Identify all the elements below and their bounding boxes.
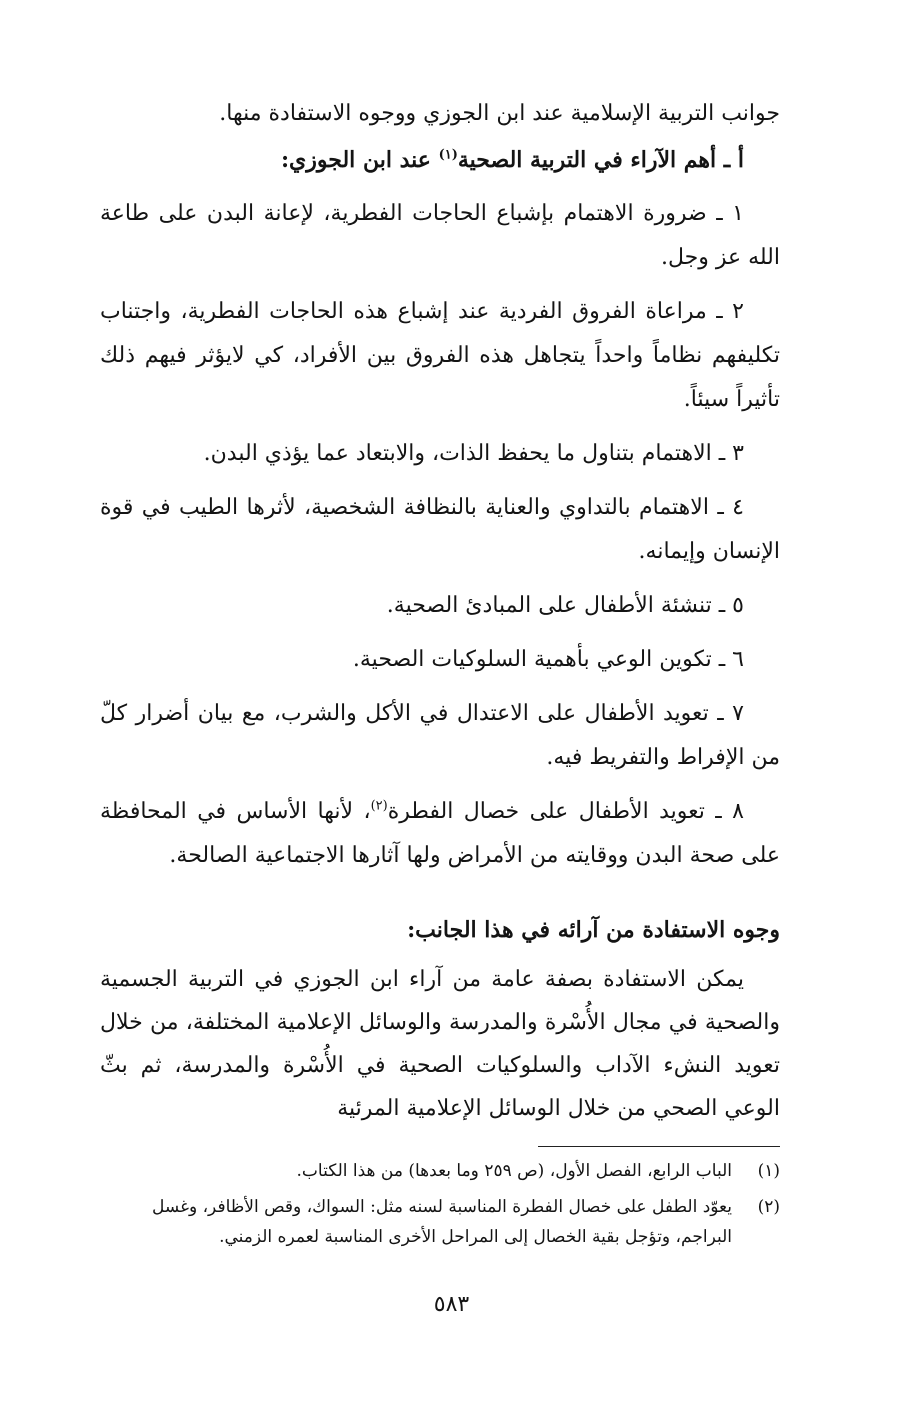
list-item-1: ١ ـ ضرورة الاهتمام بإشباع الحاجات الفطرية، لإعانة البدن على طاعة الله عز وجل.: [100, 201, 780, 270]
footnote-ref-2[interactable]: (٢): [370, 798, 388, 814]
page-number: ٥٨٣: [433, 1292, 470, 1317]
benefit-paragraph: يمكن الاستفادة بصفة عامة من آراء ابن الجوزي في التربية الجسمية والصحية في مجال الأُسْرة والمدرسة والوسائل الإعلامية المختلفة، من خلال تعويد النشء الآداب والسلوكيات الصحية في الأُسْرة والمدرسة، ثم بثّ الوعي الصحي من خلال الوسائل الإعلامية المرئية: [100, 967, 780, 1121]
list-item-8-after: ، لأنها الأساس في المحافظة على صحة البدن ووقايته من الأمراض ولها آثارها الاجتماعية الصالحة.: [100, 799, 780, 868]
list-item-5: ٥ ـ تنشئة الأطفال على المبادئ الصحية.: [386, 593, 744, 618]
list-item-8-before: ٨ ـ تعويد الأطفال على خصال الفطرة: [387, 799, 744, 824]
benefit-section-heading: وجوه الاستفادة من آرائه في هذا الجانب:: [407, 917, 780, 943]
list-item-3: ٣ ـ الاهتمام بتناول ما يحفظ الذات، والابتعاد عما يؤذي البدن.: [203, 441, 744, 466]
footnotes: [100, 1156, 780, 1258]
main-text: [100, 92, 780, 1130]
footnote-1-text: الباب الرابع، الفصل الأول، (ص ٢٥٩ وما بعدها) من هذا الكتاب.: [296, 1161, 732, 1181]
footnote-1-number: (١): [757, 1161, 780, 1181]
footnote-ref-1[interactable]: (١): [438, 147, 458, 163]
section-a-heading-text: أ ـ أهم الآراء في التربية الصحية: [457, 147, 744, 173]
list-item-7: ٧ ـ تعويد الأطفال على الاعتدال في الأكل والشرب، مع بيان أضرار كلّ من الإفراط والتفريط فيه.: [100, 701, 780, 770]
section-a-heading-tail: عند ابن الجوزي:: [280, 147, 439, 173]
section-a-heading: [100, 138, 744, 182]
list-item-2: ٢ ـ مراعاة الفروق الفردية عند إشباع هذه الحاجات الفطرية، واجتناب تكليفهم نظاماً واحداً يتجاهل هذه الفروق بين الأفراد، كي لايؤثر فيهم ذلك تأثيراً سيئاً.: [100, 299, 780, 412]
footnote-2: [100, 1192, 780, 1252]
list-item-8: [100, 790, 780, 878]
intro-line: جوانب التربية الإسلامية عند ابن الجوزي ووجوه الاستفادة منها.: [219, 101, 780, 126]
footnote-2-text: يعوّد الطفل على خصال الفطرة المناسبة لسنه مثل: السواك، وقص الأظافر، وغسل البراجم، وتؤجل بقية الخصال إلى المراحل الأخرى المناسبة لعمره الزمني.: [152, 1197, 732, 1247]
footnote-separator: [538, 1146, 780, 1147]
footnote-1: [100, 1156, 780, 1186]
footnote-2-number: (٢): [757, 1197, 780, 1217]
list-item-6: ٦ ـ تكوين الوعي بأهمية السلوكيات الصحية.: [352, 647, 744, 672]
list-item-4: ٤ ـ الاهتمام بالتداوي والعناية بالنظافة الشخصية، لأثرها الطيب في قوة الإنسان وإيمانه.: [100, 495, 780, 564]
